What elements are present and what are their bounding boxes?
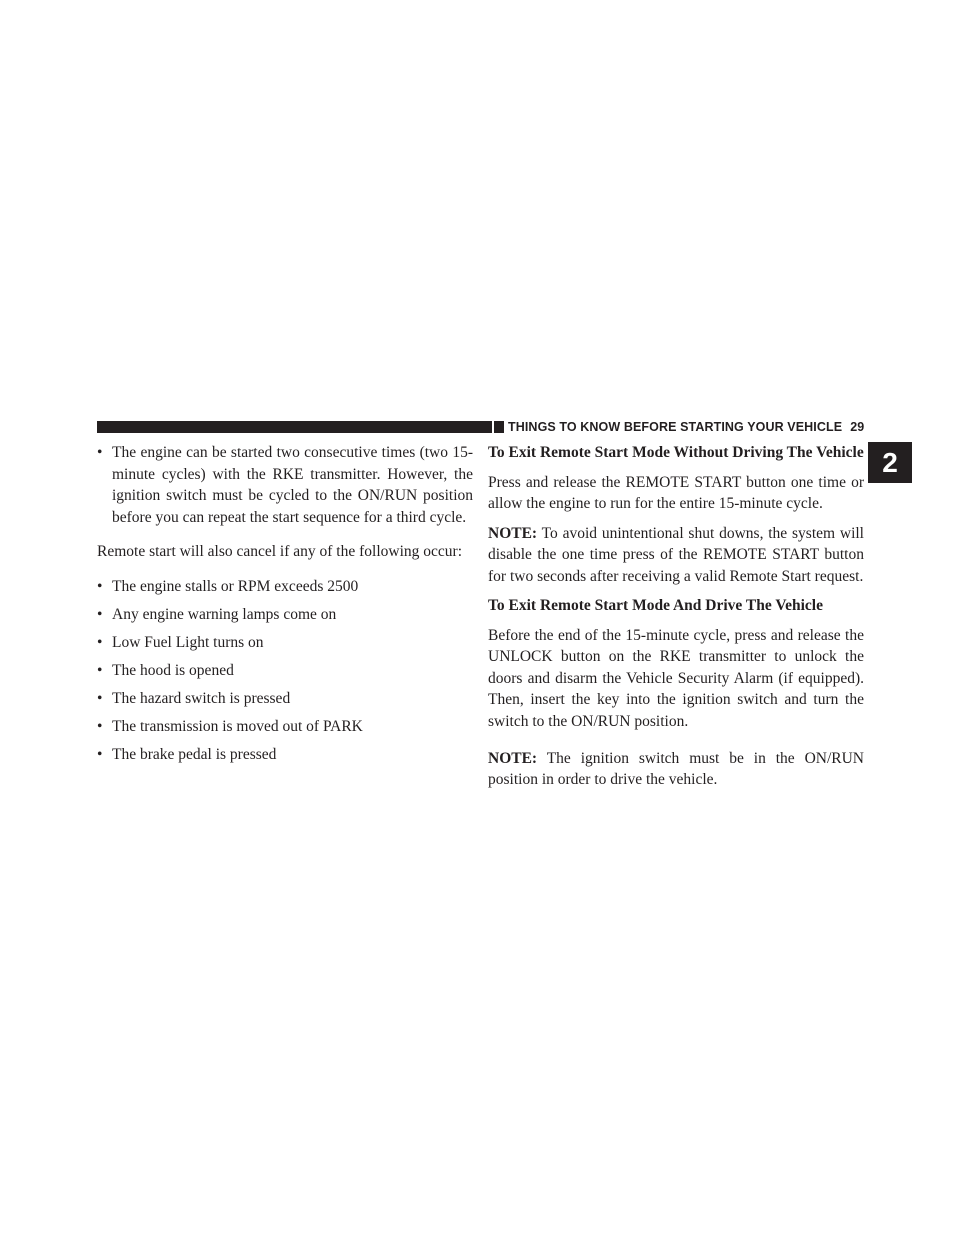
right-column	[488, 442, 864, 806]
note-ignition	[488, 748, 864, 791]
bullet-icon: •	[97, 444, 103, 461]
bullet-icon: •	[97, 745, 103, 763]
list-item: • Any engine warning lamps come on	[97, 604, 473, 626]
bullet-text: The engine can be started two consecutive times (two 15-minute cycles) with the RKE transmitter. However, the ignition switch must be cycled to the ON/RUN position before you can repeat the start sequence for a third cycle.	[112, 444, 473, 526]
list-item: • Low Fuel Light turns on	[97, 632, 473, 654]
bullet-icon: •	[97, 605, 103, 623]
bullet-icon: •	[97, 717, 103, 735]
list-item: • The hood is opened	[97, 660, 473, 682]
header-rule-marker	[494, 421, 504, 433]
section-title: THINGS TO KNOW BEFORE STARTING YOUR VEHICLE	[508, 420, 843, 434]
cancel-conditions-list	[97, 576, 473, 766]
note-label: NOTE:	[488, 749, 538, 767]
paragraph-exit-and-drive: Before the end of the 15-minute cycle, press and release the UNLOCK button on the RKE transmitter to unlock the doors and disarm the Vehicle Security Alarm (if equipped). Then, insert the key into the ignition switch and turn the switch to the ON/RUN position.	[488, 626, 864, 730]
bullet-consecutive-starts	[97, 442, 473, 528]
bullet-icon: •	[97, 577, 103, 595]
note-shutdown	[488, 523, 864, 588]
header-rule	[97, 421, 492, 433]
list-item: • The transmission is moved out of PARK	[97, 716, 473, 738]
heading-exit-without-driving: To Exit Remote Start Mode Without Driving The Vehicle	[488, 444, 864, 461]
bullet-icon: •	[97, 661, 103, 679]
paragraph-exit-without-driving: Press and release the REMOTE START button one time or allow the engine to run for the entire 15-minute cycle.	[488, 473, 864, 512]
bullet-icon: •	[97, 633, 103, 651]
note-text: The ignition switch must be in the ON/RUN position in order to drive the vehicle.	[488, 749, 864, 788]
page-number: 29	[850, 420, 865, 434]
note-text: To avoid unintentional shut downs, the system will disable the one time press of the REMOTE START button for two seconds after receiving a valid Remote Start request.	[488, 524, 864, 585]
heading-exit-and-drive: To Exit Remote Start Mode And Drive The Vehicle	[488, 597, 823, 614]
bullet-icon: •	[97, 689, 103, 707]
note-label: NOTE:	[488, 524, 538, 542]
chapter-tab: 2	[868, 442, 912, 483]
running-header	[508, 418, 864, 436]
list-item: • The hazard switch is pressed	[97, 688, 473, 710]
cancel-intro: Remote start will also cancel if any of the following occur:	[97, 543, 462, 560]
list-item: • The engine stalls or RPM exceeds 2500	[97, 576, 473, 598]
left-column	[97, 442, 473, 772]
list-item: • The brake pedal is pressed	[97, 744, 473, 766]
